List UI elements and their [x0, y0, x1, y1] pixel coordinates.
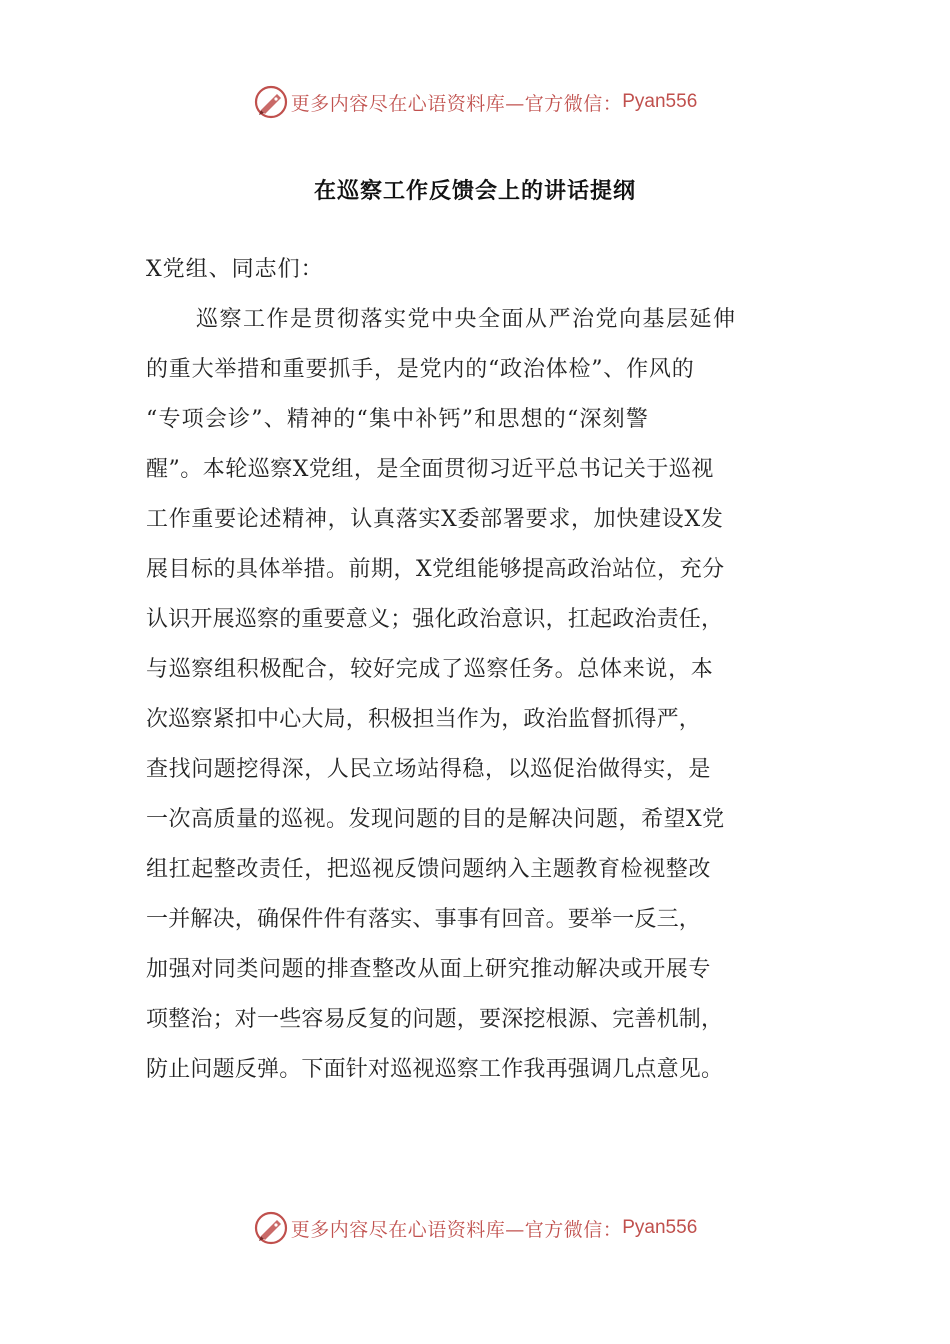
banner-wechat-handle: Pyan556: [622, 1217, 698, 1238]
body-line: 巡察工作是贯彻落实党中央全面从严治党向基层延伸: [196, 307, 737, 332]
body-line: 组扛起整改责任，把巡视反馈问题纳入主题教育检视整改: [146, 857, 712, 882]
body-line: 查找问题挖得深，人民立场站得稳，以巡促治做得实，是: [146, 757, 712, 782]
body-line: 一并解决，确保件件有落实、事事有回音。要举一反三，: [146, 907, 702, 932]
document-title: 在巡察工作反馈会上的讲话提纲: [313, 179, 636, 204]
body-line: 的重大举措和重要抓手，是党内的“政治体检”、作风的: [146, 357, 695, 382]
salutation: X党组、同志们：: [146, 257, 324, 282]
body-line: 展目标的具体举措。前期，X党组能够提高政治站位，充分: [146, 557, 725, 582]
pen-nib-logo-icon: [253, 1210, 289, 1246]
pen-nib-logo-icon: [253, 84, 289, 120]
body-line: 工作重要论述精神，认真落实X委部署要求，加快建设X发: [146, 507, 724, 532]
body-line: 次巡察紧扣中心大局，积极担当作为，政治监督抓得严，: [146, 707, 702, 732]
body-line: “专项会诊”、精神的“集中补钙”和思想的“深刻警: [146, 407, 650, 432]
body-line: 防止问题反弹。下面针对巡视巡察工作我再强调几点意见。: [146, 1057, 724, 1082]
body-line: 项整治；对一些容易反复的问题，要深挖根源、完善机制，: [146, 1007, 724, 1032]
banner-text: 更多内容尽在心语资料库—官方微信：: [290, 1218, 623, 1241]
body-line: 与巡察组积极配合，较好完成了巡察任务。总体来说，本: [146, 657, 714, 682]
body-line: 醒”。本轮巡察X党组，是全面贯彻习近平总书记关于巡视: [146, 457, 714, 482]
header-banner: [0, 82, 950, 122]
body-line: 加强对同类问题的排查整改从面上研究推动解决或开展专: [146, 957, 712, 982]
body-line: 一次高质量的巡视。发现问题的目的是解决问题，希望X党: [146, 807, 725, 832]
banner-wechat-handle: Pyan556: [622, 91, 698, 112]
banner-text: 更多内容尽在心语资料库—官方微信：: [290, 92, 623, 115]
body-line: 认识开展巡察的重要意义；强化政治意识，扛起政治责任，: [146, 607, 724, 632]
footer-banner: [0, 1208, 950, 1248]
